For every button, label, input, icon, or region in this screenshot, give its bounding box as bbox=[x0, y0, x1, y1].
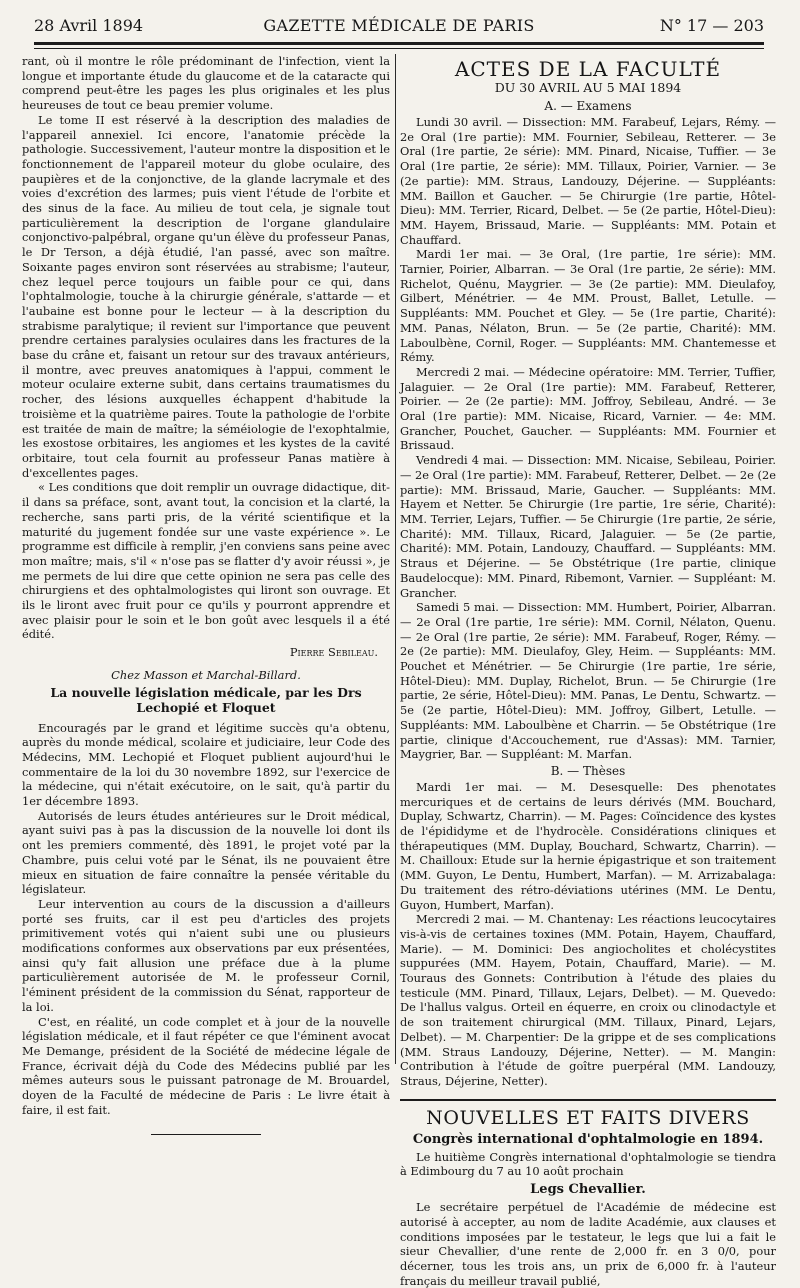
paragraph: rant, où il montre le rôle prédominant de l'infection, vient la longue et importante étude du glaucome et de la cataracte qui comprend peut-être les pages les plus originales et les plus heureuses de tout ce beau premier volume. bbox=[22, 54, 390, 113]
exam-day-entry: Vendredi 4 mai. — Dissection: MM. Nicaise, Sebileau, Poirier. — 2e Oral (1re partie): MM. Farabeuf, Retterer, Delbet. — 2e (2e partie): MM. Brissaud, Marie, Gaucher. — Suppléants: MM. Hayem et Netter. 5e Chirurgie (1re partie, 1re série, Charité): MM. Terrier, Lejars, Tuffier. — 5e Chirurgie (1re partie, 2e série, Charité): MM. Tillaux, Ricard, Jalaguier. — 5e (2e partie, Charité): MM. Potain, Landouzy, Chauffard. — Suppléants: MM. Straus et Déjerine. — 5e Obstétrique (1re partie, clinique Baudelocque): MM. Pinard, Ribemont, Varnier. — Suppléant: M. Grancher. bbox=[400, 453, 776, 600]
news-item-text: Le secrétaire perpétuel de l'Académie de médecine est autorisé à accepter, au nom de ladite Académie, aux clauses et conditions imposées par le testateur, le legs que lui a fait le sieur Chevallier, d'une rente de 2,000 fr. en 3 0/0, pour décerner, tous les trois ans, un prix de 6,000 fr. à l'auteur français du meilleur travail publié, bbox=[400, 1200, 776, 1288]
paragraph: Leur intervention au cours de la discussion a d'ailleurs porté ses fruits, car il est peu d'articles des projets primitivement votés qui n'aient subi une ou plusieurs modifications conformes aux observations par eux présentées, ainsi qu'y fait allusion une préface due à la plume particulièrement autorisée de M. le professeur Cornil, l'éminent président de la commission du Sénat, rapporteur de la loi. bbox=[22, 896, 390, 1014]
exam-day-entry: Samedi 5 mai. — Dissection: MM. Humbert, Poirier, Albarran. — 2e Oral (1re partie, 1re série): MM. Cornil, Nélaton, Quenu. — 2e Oral (1re partie, 2e série): MM. Farabeuf, Roger, Rémy. — 2e (2e partie): MM. Dieulafoy, Gley, Heim. — Suppléants: MM. Pouchet et Ménétrier. — 5e Chirurgie (1re partie, 1re série, Hôtel-Dieu): MM. Duplay, Richelot, Brun. — 5e Chirurgie (1re partie, 2e série, Hôtel-Dieu): MM. Panas, Le Dentu, Schwartz. — 5e (2e partie, Hôtel-Dieu): MM. Joffroy, Gilbert, Letulle. — Suppléants: MM. Laboulbène et Charrin. — 5e Obstétrique (1re partie, clinique d'Accouchement, rue d'Assas): MM. Tarnier, Maygrier, Bar. — Suppléant: M. Marfan. bbox=[400, 600, 776, 762]
header-rule-thick bbox=[34, 42, 764, 45]
paragraph: Encouragés par le grand et légitime succès qu'a obtenu, auprès du monde médical, scolaire et judiciaire, leur Code des Médecins, MM. Lechopié et Floquet publient aujourd'hui le commentaire de la loi du 30 novembre 1892, sur l'exercice de la médecine, qui n'était exécutoire, on le sait, qu'à partir du 1er décembre 1893. bbox=[22, 720, 390, 809]
left-column bbox=[22, 54, 390, 1135]
news-item-text: Le huitième Congrès international d'ophtalmologie se tiendra à Edimbourg du 7 au 10 août prochain bbox=[400, 1149, 776, 1179]
paragraph: C'est, en réalité, un code complet et à jour de la nouvelle législation médicale, et il faut répéter ce que l'éminent avocat Me Demange, président de la Société de médecine légale de France, écrivait déjà du Code des Médecins publié par les mêmes auteurs sous le puissant patronage de M. Brouardel, doyen de la Faculté de médecine de Paris : Le livre était à faire, il est fait. bbox=[22, 1014, 390, 1117]
end-of-article-rule bbox=[151, 1134, 261, 1135]
theses-day-entry: Mercredi 2 mai. — M. Chantenay: Les réactions leucocytaires vis-à-vis de certaines toxines (MM. Potain, Hayem, Chauffard, Marie). — M. Dominici: Des angiocholites et cholécystites suppurées (MM. Hayem, Potain, Chauffard, Marie). — M. Touraus des Gonnets: Contribution à l'étude des plaies du testicule (MM. Pinard, Tillaux, Lejars, Delbet). — M. Quevedo: De l'hallus valgus. Orteil en équerre, en croix ou clinodactyle et de son traitement chirurgical (MM. Tillaux, Pinard, Lejars, Delbet). — M. Charpentier: De la grippe et de ses complications (MM. Straus Landouzy, Déjerine, Netter). — M. Mangin: Contribution à l'étude de goître puerpéral (MM. Landouzy, Straus, Déjerine, Netter). bbox=[400, 912, 776, 1088]
section-subtitle-dates: DU 30 AVRIL AU 5 MAI 1894 bbox=[494, 80, 682, 95]
review-signature: Pierre Sebileau. bbox=[289, 645, 378, 660]
header-rule-thin bbox=[34, 48, 764, 49]
header-issue-page: N° 17 — 203 bbox=[659, 16, 764, 35]
header-journal-title: GAZETTE MÉDICALE DE PARIS bbox=[263, 16, 535, 35]
paragraph: « Les conditions que doit remplir un ouvrage didactique, dit-il dans sa préface, sont, avant tout, la concision et la clarté, la recherche, sans parti pris, de la vérité scientifique et la maturité du jugement fondée sur une vaste expérience ». Le programme est difficile à remplir, j'en conviens sans peine avec mon maître; mais, s'il « n'ose pas se flatter d'y avoir réussi », je me permets de lui dire que cette opinion ne sera pas celle des chirurgiens et des ophtalmologistes qui liront son ouvrage. Et ils le liront avec fruit pour ce qu'ils y pourront apprendre et avec plaisir pour le soin et le bon goût avec lesquels il a été édité. bbox=[22, 480, 390, 642]
exam-day-entry: Lundi 30 avril. — Dissection: MM. Farabeuf, Lejars, Rémy. — 2e Oral (1re partie): MM. Fournier, Sebileau, Retterer. — 3e Oral (1re partie, 2e série): MM. Pinard, Nicaise, Tuffier. — 3e Oral (1re partie, 2e série): MM. Tillaux, Poirier, Varnier. — 3e (2e partie): MM. Straus, Landouzy, Déjerine. — Suppléants: MM. Baillon et Gaucher. — 5e Chirurgie (1re partie, Hôtel-Dieu): MM. Terrier, Ricard, Delbet. — 5e (2e partie, Hôtel-Dieu): MM. Hayem, Brissaud, Marie. — Suppléants: MM. Potain et Chauffard. bbox=[400, 115, 776, 247]
exam-day-entry: Mercredi 2 mai. — Médecine opératoire: MM. Terrier, Tuffier, Jalaguier. — 2e Oral (1re partie): MM. Farabeuf, Retterer, Poirier. — 2e (2e partie): MM. Joffroy, Sebileau, André. — 3e Oral (1re partie): MM. Nicaise, Ricard, Varnier. — 4e: MM. Grancher, Pouchet, Gaucher. — Suppléants: MM. Fournier et Brissaud. bbox=[400, 364, 776, 453]
theses-day-entry: Mardi 1er mai. — M. Desesquelle: Des phenotates mercuriques et de certains de leurs dérivés (MM. Bouchard, Duplay, Schwartz, Charrin). — M. Pages: Coïncidence des kystes de l'épididyme et de l'hydrocèle. Considérations cliniques et thérapeutiques (MM. Duplay, Bouchard, Schwartz, Charrin). — M. Chailloux: Etude sur la hernie épigastrique et son traitement (MM. Guyon, Le Dentu, Humbert, Marfan). — M. Arrizabalaga: Du traitement des rétro-déviations utérines (MM. Le Dentu, Guyon, Humbert, Marfan). bbox=[400, 779, 776, 912]
page-header bbox=[34, 12, 764, 38]
exam-day-entry: Mardi 1er mai. — 3e Oral, (1re partie, 1re série): MM. Tarnier, Poirier, Albarran. — 3e Oral (1re partie, 2e série): MM. Richelot, Quénu, Maygrier. — 3e (2e partie): MM. Dieulafoy, Gilbert, Ménétrier. — 4e MM. Proust, Ballet, Letulle. — Suppléants: MM. Pouchet et Gley. — 5e (1re partie, Charité): MM. Panas, Nélaton, Brun. — 5e (2e partie, Charité): MM. Laboulbène, Cornil, Roger. — Suppléants: MM. Chantemesse et Rémy. bbox=[400, 247, 776, 365]
news-item-title: Legs Chevallier. bbox=[530, 1182, 646, 1198]
subsection-examens: A. — Examens bbox=[544, 99, 632, 113]
section-title-nouvelles: NOUVELLES ET FAITS DIVERS bbox=[426, 1106, 750, 1129]
publisher-line: Chez Masson et Marchal-Billard. bbox=[111, 667, 301, 682]
section-separator bbox=[400, 1099, 776, 1101]
right-column bbox=[400, 54, 776, 1288]
paragraph: Le tome II est réservé à la description des maladies de l'appareil annexiel. Ici encore, l'anatomie précède la pathologie. Successivement, l'auteur montre la disposition et le fonctionnement de l'appareil moteur du globe oculaire, des paupières et de la conjonctive, de la glande lacrymale et des voies d'excrétion des larmes; puis vient l'étude de l'orbite et des sinus de la face. Au milieu de tout cela, je signale tout particulièrement la description de l'organe glandulaire conjonctivo-palpébral, organe qu'un élève du professeur Panas, le Dr Terson, a déjà étudié, l'an passé, avec son maître. Soixante pages environ sont réservées au strabisme; l'auteur, chez lequel perce toujours un faible pour ce qui, dans l'ophtalmologie, touche à la chirurgie générale, s'attarde — et l'aubaine est bonne pour le lecteur — à la description du strabisme paralytique; il revient sur l'importance que peuvent prendre certaines paralysies oculaires dans les fractures de la base du crâne et, faisant un retour sur des travaux antérieurs, il montre, avec preuves anatomiques à l'appui, comment le moteur oculaire externe subit, dans certains traumatismes du rocher, des lésions auxquelles échappent d'habitude la troisième et la quatrième paires. Toute la pathologie de l'orbite est traitée de main de maître; la séméiologie de l'exophtalmie, les exostose orbitaires, les angiomes et les kystes de la cavité orbitaire, tout cela fournit au professeur Panas matière à d'excellentes pages. bbox=[22, 112, 390, 480]
section-title-actes: ACTES DE LA FACULTÉ bbox=[454, 57, 722, 81]
news-item-title: Congrès international d'ophtalmologie en 1894. bbox=[412, 1131, 764, 1147]
article-title: La nouvelle législation médicale, par les Drs Lechopié et Floquet bbox=[50, 684, 362, 715]
header-date: 28 Avril 1894 bbox=[34, 16, 144, 35]
column-divider bbox=[395, 54, 396, 1064]
paragraph: Autorisés de leurs études antérieures sur le Droit médical, ayant suivi pas à pas la discussion de la nouvelle loi dont ils ont les premiers commenté, dès 1891, le projet voté par la Chambre, puis celui voté par le Sénat, ils ne pouvaient être mieux en situation de faire connaître la pensée véritable du législateur. bbox=[22, 808, 390, 897]
subsection-theses: B. — Thèses bbox=[550, 763, 626, 778]
